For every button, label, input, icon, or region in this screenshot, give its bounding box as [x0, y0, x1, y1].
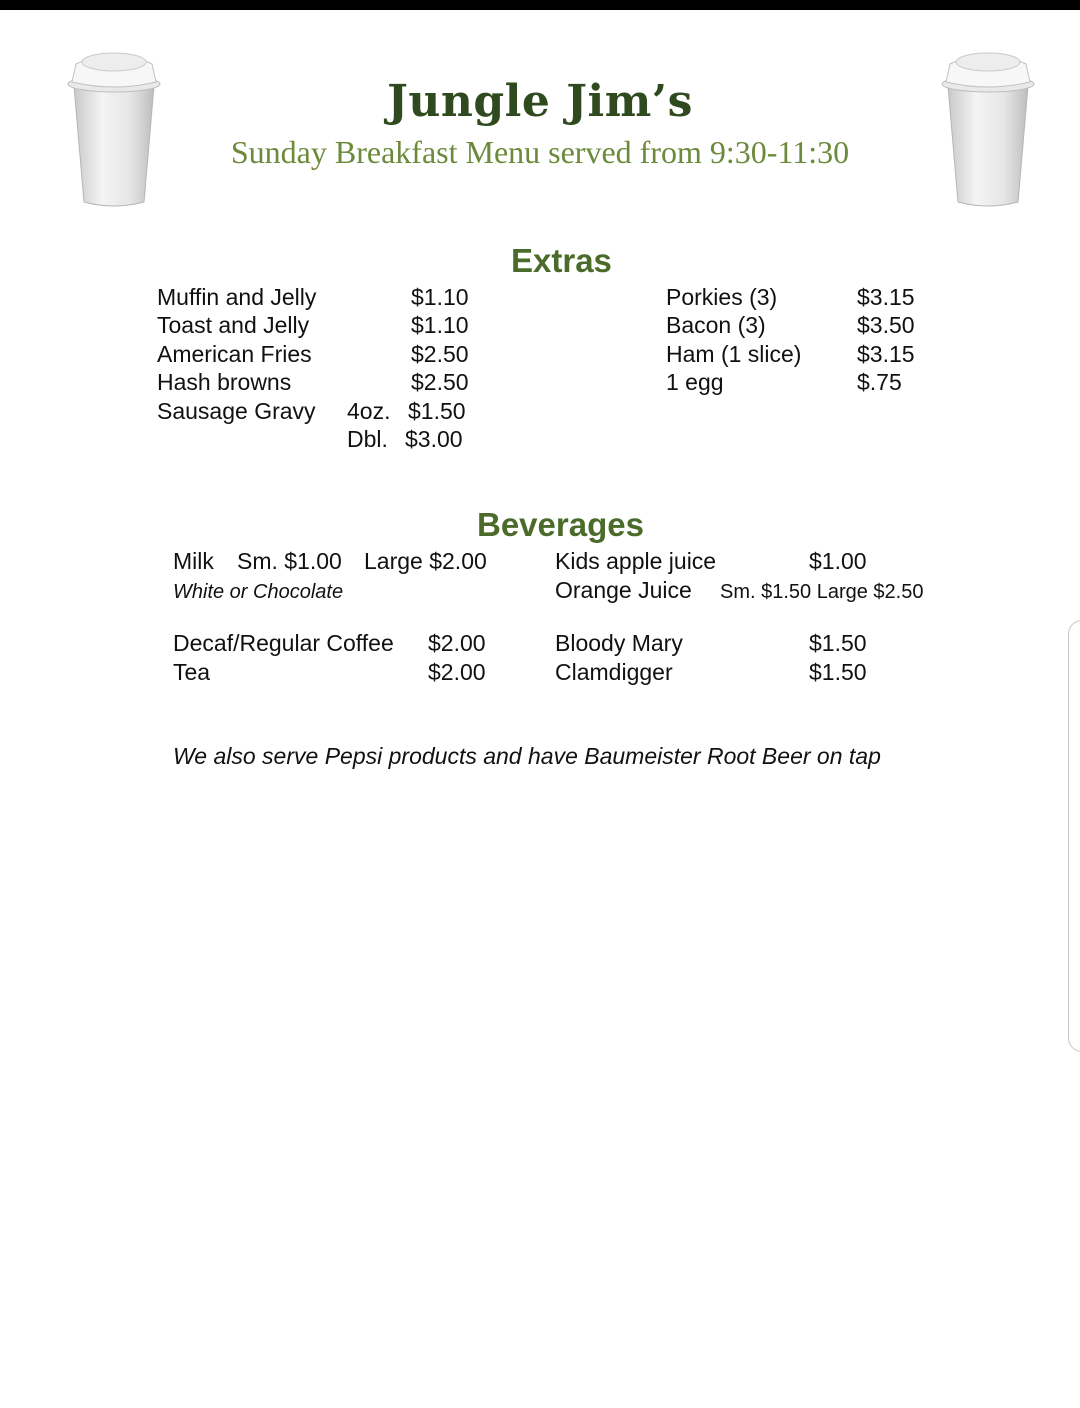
menu-item-name: Toast and Jelly [157, 312, 310, 338]
restaurant-title: Jungle Jim’s [387, 76, 693, 127]
menu-item-name: Clamdigger [555, 659, 673, 685]
menu-item-price: $2.50 [411, 369, 469, 395]
menu-item-price: $2.00 [428, 630, 486, 656]
menu-item-price: $.75 [857, 369, 902, 395]
menu-item-price: $2.50 [411, 341, 469, 367]
menu-item-name: Orange Juice [555, 577, 692, 603]
menu-item-name: Kids apple juice [555, 548, 717, 574]
menu-item-price: $1.50 [809, 630, 867, 656]
menu-item-price: Large $2.00 [364, 548, 487, 574]
menu-subtitle: Sunday Breakfast Menu served from 9:30-11:30 [230, 134, 850, 170]
menu-item-note: White or Chocolate [173, 581, 344, 603]
menu-item-name: Sausage Gravy [157, 398, 316, 424]
menu-item-price: $3.50 [857, 312, 915, 338]
menu-item-size: Dbl. [347, 426, 388, 452]
menu-item-name: 1 egg [666, 369, 724, 395]
top-status-bar [0, 0, 1080, 10]
menu-item-name: Milk [173, 548, 214, 574]
menu-item-price: $3.15 [857, 284, 915, 310]
menu-item-name: Decaf/Regular Coffee [173, 630, 394, 656]
menu-item-price: $1.10 [411, 284, 469, 310]
menu-item-price: $3.15 [857, 341, 915, 367]
menu-item-name: Hash browns [157, 369, 292, 395]
menu-item-name: Tea [173, 659, 211, 685]
menu-item-name: Muffin and Jelly [157, 284, 317, 310]
menu-item-name: Bloody Mary [555, 630, 683, 656]
menu-item-price: $1.50 [408, 398, 466, 424]
menu-item-name: Porkies (3) [666, 284, 778, 310]
menu-item-price: Sm. $1.00 [237, 548, 342, 574]
menu-item-price: $3.00 [405, 426, 463, 452]
footer-note: We also serve Pepsi products and have Baumeister Root Beer on tap [173, 743, 881, 769]
beverages-heading: Beverages [477, 506, 644, 543]
menu-item-price: $1.00 [809, 548, 867, 574]
menu-item-price: $2.00 [428, 659, 486, 685]
menu-item-name: Bacon (3) [666, 312, 766, 338]
menu-item-price: Sm. $1.50 Large $2.50 [720, 581, 924, 603]
menu-item-name: American Fries [157, 341, 312, 367]
side-scroll-handle[interactable] [1068, 620, 1080, 1052]
menu-item-price: $1.10 [411, 312, 469, 338]
extras-heading: Extras [511, 242, 612, 279]
menu-item-price: $1.50 [809, 659, 867, 685]
menu-item-size: 4oz. [347, 398, 391, 424]
menu-item-name: Ham (1 slice) [666, 341, 802, 367]
